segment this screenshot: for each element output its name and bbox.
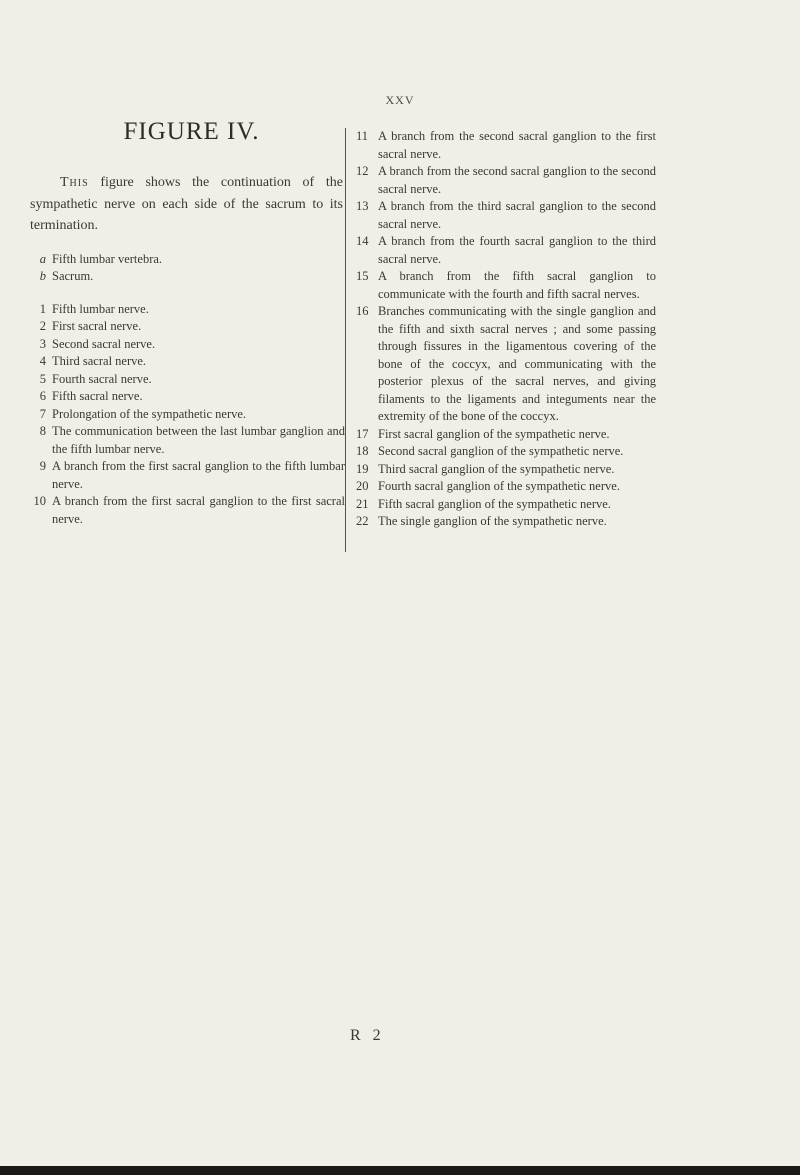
legend-text: Third sacral ganglion of the sympathetic nerve. — [378, 461, 615, 476]
legend-text: Second sacral ganglion of the sympathetic nerve. — [378, 444, 624, 458]
legend-item — [30, 406, 345, 424]
legend-item — [356, 461, 656, 479]
legend-text: A branch from the first sacral ganglion to the first sacral nerve. — [52, 494, 345, 526]
legend-text: First sacral nerve. — [52, 319, 142, 333]
legend-item — [30, 493, 345, 528]
right-column — [356, 128, 656, 531]
legend-text: Fifth lumbar vertebra. — [52, 251, 163, 266]
legend-number: 18 — [356, 444, 369, 458]
legend-number: 14 — [356, 234, 369, 248]
legend-item — [356, 426, 656, 444]
signature-mark: R 2 — [350, 1027, 385, 1044]
legend-number: 3 — [39, 336, 46, 351]
legend-text: Fourth sacral nerve. — [52, 371, 152, 386]
legend-item — [356, 478, 656, 496]
legend-number: 13 — [356, 199, 369, 213]
legend-text: Fifth sacral ganglion of the sympathetic nerve. — [378, 496, 611, 511]
legend-item — [30, 336, 345, 354]
legend-number: 15 — [356, 269, 369, 283]
legend-item — [30, 318, 345, 336]
legend-text: Branches communicating with the single ganglion and the fifth and sixth sacral nerves ; and some passing through fissures in the ligamentous covering of the bone of the coccyx, and communicating with the posterior plexus of the sacral nerves, and giving filaments to the ligaments and integuments near the extremity of the bone of the coccyx. — [378, 304, 656, 423]
legend-item — [356, 496, 656, 514]
legend-number: 20 — [356, 479, 369, 493]
legend-number: 6 — [39, 389, 46, 403]
legend-number: 22 — [356, 514, 369, 528]
legend-item — [356, 303, 656, 426]
legend-number: 4 — [39, 354, 46, 368]
legend-text: A branch from the second sacral ganglion to the second sacral nerve. — [378, 164, 656, 196]
legend-key: b — [39, 269, 46, 283]
legend-number: 1 — [39, 301, 46, 316]
legend-text: A branch from the third sacral ganglion to the second sacral nerve. — [378, 199, 656, 231]
legend-item — [30, 371, 345, 389]
legend-number: 12 — [356, 164, 369, 178]
numbered-legend-left — [30, 301, 345, 529]
legend-number: 17 — [356, 426, 369, 441]
legend-item — [356, 513, 656, 531]
legend-text: A branch from the fifth sacral ganglion to communicate with the fourth and fifth sacral nerves. — [378, 269, 656, 301]
intro-text: figure shows the continuation of the sympathetic nerve on each side of the sacrum to its termination. — [30, 175, 343, 233]
legend-item — [30, 423, 345, 458]
legend-number: 21 — [356, 496, 369, 511]
column-divider — [345, 128, 346, 552]
legend-text: Fifth sacral nerve. — [52, 389, 143, 403]
legend-text: A branch from the second sacral ganglion to the first sacral nerve. — [378, 129, 656, 161]
letter-legend — [30, 251, 345, 286]
legend-item — [356, 233, 656, 268]
page-number: XXV — [385, 93, 415, 107]
legend-item — [356, 268, 656, 303]
left-column — [30, 118, 345, 528]
legend-text: A branch from the fourth sacral ganglion to the third sacral nerve. — [378, 234, 656, 266]
legend-text: Third sacral nerve. — [52, 354, 147, 368]
legend-number: 5 — [39, 371, 46, 386]
legend-text: Prolongation of the sympathetic nerve. — [52, 406, 247, 421]
legend-text: Second sacral nerve. — [52, 336, 156, 351]
legend-number: 9 — [39, 459, 46, 473]
legend-number: 19 — [356, 461, 369, 476]
legend-number: 8 — [39, 424, 46, 438]
legend-text: Fifth lumbar nerve. — [52, 301, 149, 316]
legend-item — [356, 163, 656, 198]
legend-item — [356, 198, 656, 233]
legend-text: Fourth sacral ganglion of the sympathetic nerve. — [378, 479, 620, 493]
legend-text: A branch from the first sacral ganglion to the fifth lumbar nerve. — [52, 459, 345, 491]
legend-key: a — [39, 251, 46, 266]
legend-item — [30, 301, 345, 319]
intro-lead: This — [60, 175, 89, 190]
legend-number: 10 — [33, 494, 46, 508]
figure-title: FIGURE IV. — [123, 118, 260, 145]
numbered-legend-right — [356, 128, 656, 531]
legend-number: 16 — [356, 304, 369, 318]
legend-item — [30, 251, 345, 269]
bottom-edge-bar — [0, 1166, 800, 1175]
legend-number: 2 — [39, 319, 46, 333]
legend-item — [30, 458, 345, 493]
legend-item — [30, 388, 345, 406]
legend-text: The communication between the last lumbar ganglion and the fifth lumbar nerve. — [52, 424, 345, 456]
legend-item — [30, 353, 345, 371]
legend-text: Sacrum. — [52, 269, 94, 283]
intro-paragraph — [30, 172, 345, 237]
legend-item — [356, 443, 656, 461]
legend-item — [30, 268, 345, 286]
legend-item — [356, 128, 656, 163]
legend-text: First sacral ganglion of the sympathetic nerve. — [378, 426, 610, 441]
legend-number: 11 — [356, 129, 369, 143]
legend-text: The single ganglion of the sympathetic nerve. — [378, 514, 607, 528]
legend-number: 7 — [39, 406, 46, 421]
